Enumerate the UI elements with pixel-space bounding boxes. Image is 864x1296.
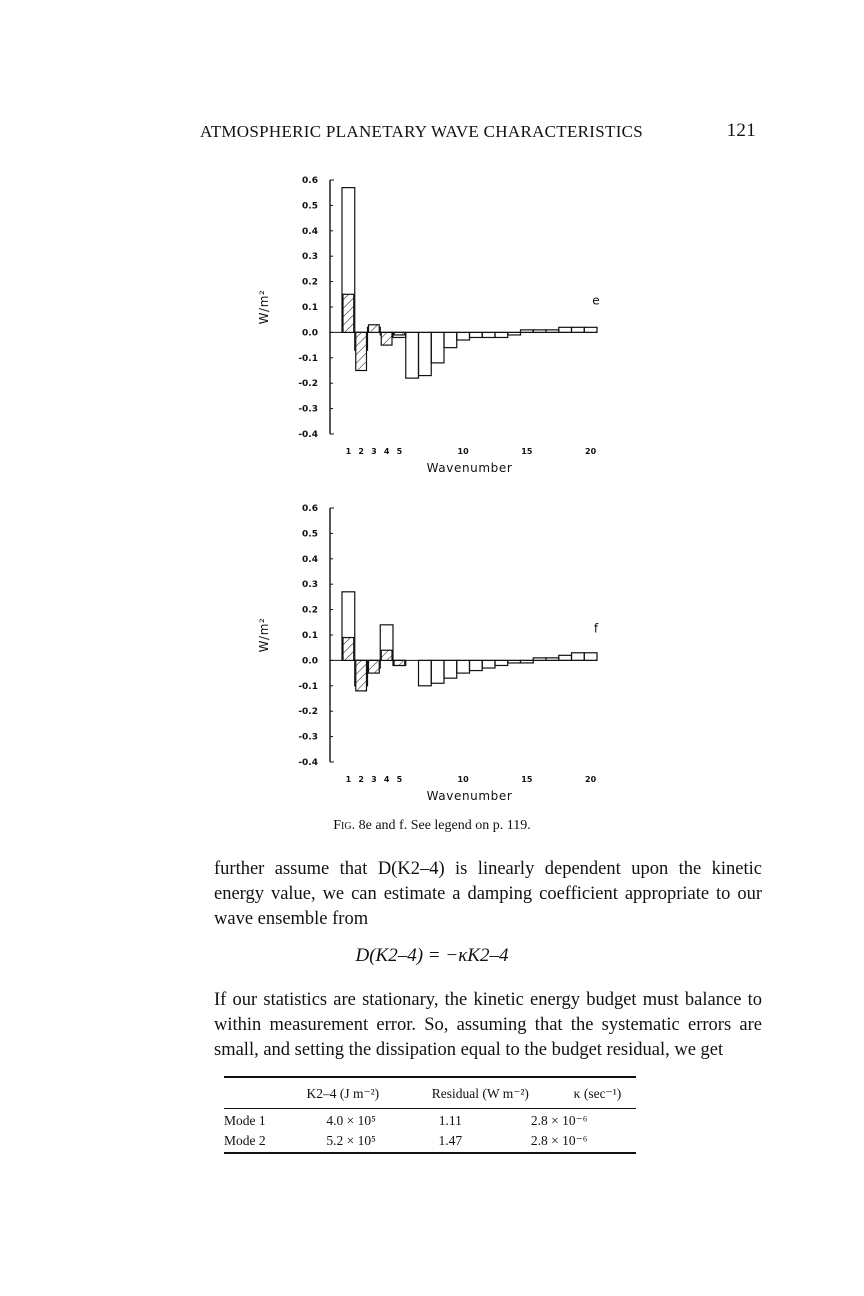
x-tick-label: 10 xyxy=(457,775,469,784)
x-tick-label: 3 xyxy=(371,775,377,784)
bar-open-wave-8 xyxy=(431,660,444,683)
body-paragraph-1: further assume that D(K2–4) is linearly dependent upon the kinetic energy value, we can estimate a damping coefficient appropriate to our wave ensemble from xyxy=(214,859,762,929)
bar-open-wave-16 xyxy=(533,658,546,661)
bar-hatched-wave-5 xyxy=(394,332,405,335)
y-tick-label: 0.1 xyxy=(302,303,318,313)
table-cell: 5.2 × 10⁵ xyxy=(326,1133,376,1148)
page-number: 121 xyxy=(726,120,756,141)
bar-open-wave-10 xyxy=(457,660,470,673)
x-tick-label: 5 xyxy=(396,775,403,784)
bar-hatched-wave-1 xyxy=(343,638,354,661)
running-head-title: ATMOSPHERIC PLANETARY WAVE CHARACTERISTICS xyxy=(200,122,644,141)
results-table xyxy=(224,1076,636,1154)
y-tick-label: 0.3 xyxy=(302,252,318,263)
table-cell: 1.47 xyxy=(438,1133,463,1148)
body-paragraph-2: If our statistics are stationary, the kinetic energy budget must balance to within measurement error. So, assuming that the systematic errors are small, and setting the dissipation equal to the budget residual, we get xyxy=(214,990,762,1060)
table-row xyxy=(224,1109,636,1129)
caption-text: 8e and f. See legend on p. 119. xyxy=(355,818,531,833)
y-tick-label: -0.3 xyxy=(298,732,318,743)
x-axis-title: Wavenumber xyxy=(426,461,513,475)
bar-hatched-wave-5 xyxy=(394,660,405,665)
bar-open-wave-18 xyxy=(559,655,572,660)
x-tick-label: 15 xyxy=(521,775,533,784)
y-tick-label: 0.1 xyxy=(302,631,318,641)
bar-open-wave-15 xyxy=(521,660,534,663)
bar-open-wave-16 xyxy=(533,330,546,333)
y-tick-label: 0.2 xyxy=(302,277,318,288)
y-tick-label: -0.3 xyxy=(298,404,318,415)
y-tick-label: -0.4 xyxy=(298,758,318,768)
bar-open-wave-9 xyxy=(444,660,457,678)
x-tick-label: 10 xyxy=(457,447,469,456)
panel-letter: f xyxy=(593,621,599,636)
table-cell: 2.8 × 10⁻⁶ xyxy=(530,1113,588,1128)
y-tick-label: 0.2 xyxy=(302,605,318,616)
table-cell: 1.11 xyxy=(438,1113,462,1128)
y-tick-label: 0.5 xyxy=(302,201,318,212)
bar-open-wave-11 xyxy=(470,660,483,670)
x-tick-label: 4 xyxy=(383,447,390,456)
x-tick-label: 3 xyxy=(371,447,377,456)
bar-open-wave-18 xyxy=(559,327,572,332)
x-tick-label: 5 xyxy=(396,447,403,456)
bar-open-wave-8 xyxy=(431,332,444,362)
figure-caption xyxy=(0,818,864,834)
table-header-cell: K2–4 (J m⁻²) xyxy=(306,1086,380,1101)
table-header-cell: κ (sec⁻¹) xyxy=(573,1086,622,1101)
bar-hatched-wave-2 xyxy=(356,660,367,690)
bar-open-wave-15 xyxy=(521,330,534,333)
bar-open-wave-19 xyxy=(572,653,585,661)
y-tick-label: 0.5 xyxy=(302,529,318,540)
bar-open-wave-13 xyxy=(495,332,508,337)
table-cell: 2.8 × 10⁻⁶ xyxy=(530,1133,588,1148)
x-tick-label: 2 xyxy=(358,775,364,784)
table-header-cell: Residual (W m⁻²) xyxy=(431,1086,529,1101)
bar-hatched-wave-4 xyxy=(381,332,392,345)
bar-open-wave-6 xyxy=(406,332,419,378)
chart-panel-f xyxy=(250,500,630,810)
bar-hatched-wave-3 xyxy=(369,325,380,333)
bar-open-wave-7 xyxy=(419,660,432,685)
panel-letter: e xyxy=(592,293,600,308)
bar-open-wave-20 xyxy=(584,327,597,332)
table-cell: Mode 2 xyxy=(224,1133,266,1148)
bar-open-wave-9 xyxy=(444,332,457,347)
y-tick-label: 0.0 xyxy=(302,656,318,667)
bar-open-wave-20 xyxy=(584,653,597,661)
table-cell: Mode 1 xyxy=(224,1113,266,1128)
bar-open-wave-14 xyxy=(508,660,521,663)
bar-hatched-wave-4 xyxy=(381,650,392,660)
y-tick-label: -0.2 xyxy=(298,707,318,718)
y-axis-title: W/m² xyxy=(257,617,271,653)
table-row xyxy=(224,1129,636,1149)
y-tick-label: -0.1 xyxy=(298,681,318,692)
bar-open-wave-17 xyxy=(546,658,559,661)
y-tick-label: 0.3 xyxy=(302,580,318,591)
x-axis-title: Wavenumber xyxy=(426,789,513,803)
x-tick-label: 1 xyxy=(345,775,352,784)
x-tick-label: 4 xyxy=(383,775,390,784)
bar-open-wave-17 xyxy=(546,330,559,333)
table-bottom-rule xyxy=(224,1152,636,1154)
x-tick-label: 15 xyxy=(521,447,533,456)
y-tick-label: 0.0 xyxy=(302,328,318,339)
y-tick-label: -0.1 xyxy=(298,353,318,364)
x-tick-label: 2 xyxy=(358,447,364,456)
bar-open-wave-11 xyxy=(470,332,483,337)
x-tick-label: 20 xyxy=(585,447,597,456)
bar-open-wave-12 xyxy=(482,660,495,668)
y-tick-label: 0.6 xyxy=(302,176,318,186)
equation-damping: D(K2–4) = −κK2–4 xyxy=(355,945,509,966)
chart-panel-e xyxy=(250,172,630,482)
bar-open-wave-14 xyxy=(508,332,521,335)
caption-label: Fig. xyxy=(333,818,356,833)
bar-hatched-wave-1 xyxy=(343,294,354,332)
y-tick-label: 0.4 xyxy=(302,226,318,237)
y-tick-label: -0.2 xyxy=(298,379,318,390)
table-header-cell xyxy=(224,1078,284,1108)
bar-hatched-wave-2 xyxy=(356,332,367,370)
x-tick-label: 1 xyxy=(345,447,352,456)
y-axis-title: W/m² xyxy=(257,289,271,325)
y-tick-label: 0.6 xyxy=(302,504,318,514)
table-cell: 4.0 × 10⁵ xyxy=(326,1113,376,1128)
table-header-row xyxy=(224,1078,636,1108)
bar-open-wave-10 xyxy=(457,332,470,340)
y-tick-label: 0.4 xyxy=(302,554,318,565)
bar-open-wave-12 xyxy=(482,332,495,337)
bar-open-wave-13 xyxy=(495,660,508,665)
bar-open-wave-7 xyxy=(419,332,432,375)
bar-open-wave-19 xyxy=(572,327,585,332)
y-tick-label: -0.4 xyxy=(298,430,318,440)
bar-hatched-wave-3 xyxy=(369,660,380,673)
x-tick-label: 20 xyxy=(585,775,597,784)
